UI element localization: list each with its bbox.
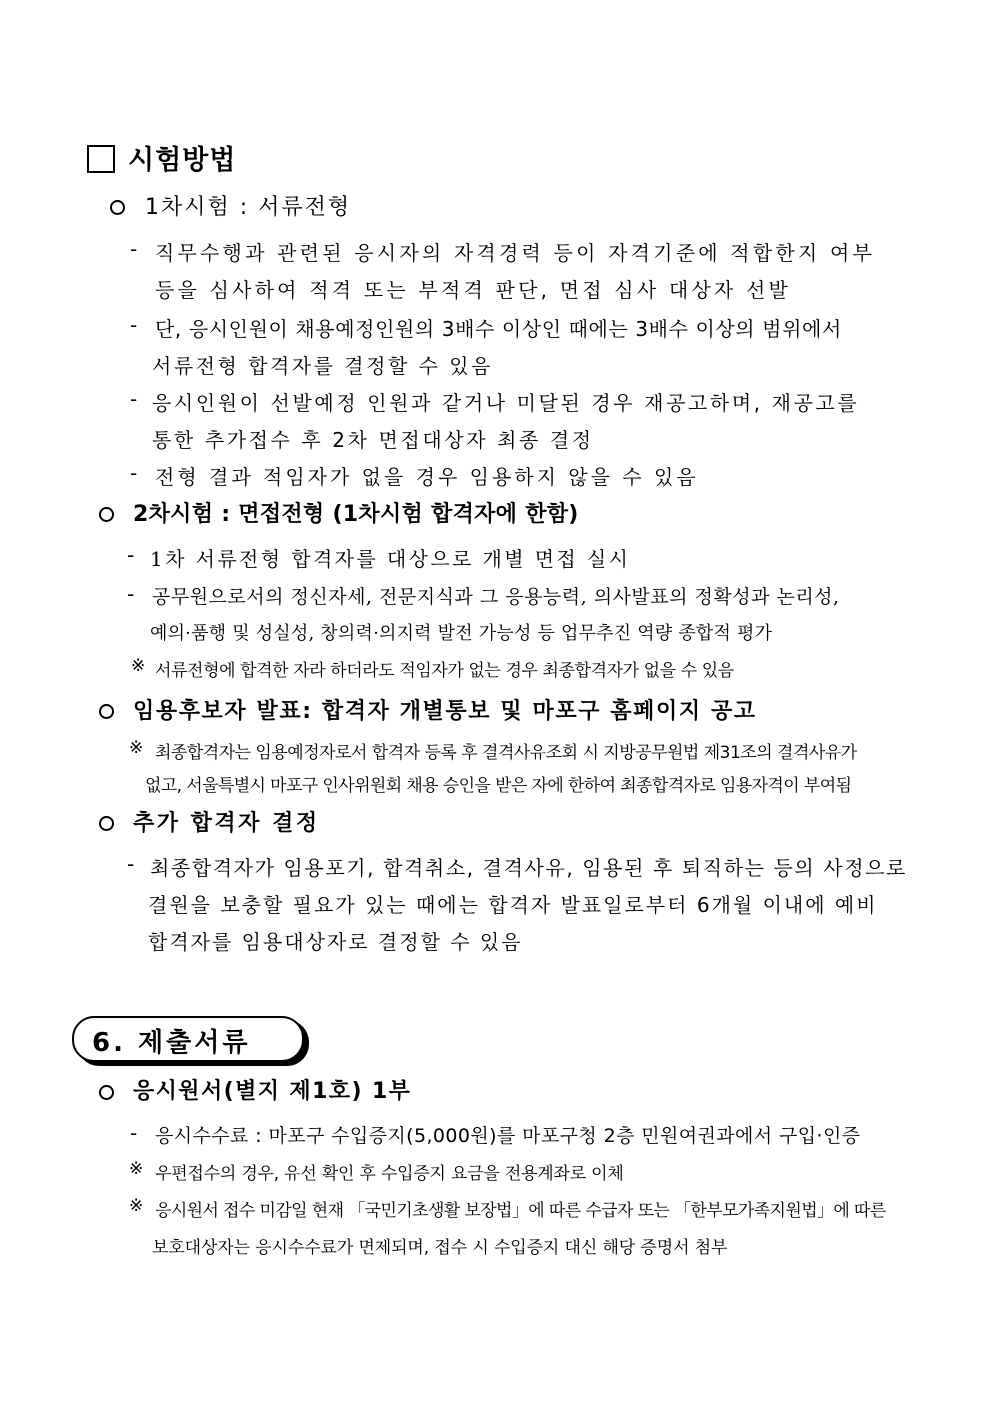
first-item-2-line-1: 단, 응시인원이 채용예정인원의 3배수 이상인 때에는 3배수 이상의 범위에서 — [155, 317, 842, 341]
second-exam-heading: 2차시험 : 면접전형 (1차시험 합격자에 한함) — [133, 502, 579, 527]
dash-mark: - — [130, 1121, 138, 1145]
first-item-2-line-2: 서류전형 합격자를 결정할 수 있음 — [152, 354, 493, 378]
bullet-circle-icon — [99, 507, 114, 522]
second-note: 서류전형에 합격한 자라 하더라도 적임자가 없는 경우 최종합격자가 없을 수 있음 — [155, 661, 734, 681]
bullet-circle-icon — [99, 816, 114, 831]
first-exam-heading: 1차시험 : 서류전형 — [145, 195, 352, 220]
section-6-title: 6. 제출서류 — [92, 1028, 251, 1058]
section-6-badge — [72, 1016, 304, 1062]
announce-heading: 임용후보자 발표: 합격자 개별통보 및 마포구 홈페이지 공고 — [133, 699, 757, 724]
additional-heading: 추가 합격자 결정 — [133, 811, 320, 836]
note-mark: ※ — [129, 738, 144, 758]
dash-mark: - — [127, 852, 135, 876]
dash-mark: - — [130, 237, 138, 261]
first-item-1-line-2: 등을 심사하여 적격 또는 부적격 판단, 면접 심사 대상자 선발 — [155, 278, 792, 302]
second-item-2-line-1: 공무원으로서의 정신자세, 전문지식과 그 응용능력, 의사발표의 정확성과 논리성, — [152, 586, 840, 608]
bullet-circle-icon — [99, 704, 114, 719]
first-item-1-line-1: 직무수행과 관련된 응시자의 자격경력 등이 자격기준에 적합한지 여부 — [155, 241, 875, 265]
note-mark: ※ — [129, 1159, 144, 1179]
dash-mark: - — [127, 543, 135, 567]
section-title-exam: 시험방법 — [128, 145, 237, 176]
docs-note-1: 우편접수의 경우, 유선 확인 후 수입증지 요금을 전용계좌로 이체 — [155, 1164, 624, 1184]
second-item-1: 1차 서류전형 합격자를 대상으로 개별 면접 실시 — [150, 547, 631, 571]
additional-item-line-1: 최종합격자가 임용포기, 합격취소, 결격사유, 임용된 후 퇴직하는 등의 사정으로 — [150, 856, 907, 880]
dash-mark: - — [130, 461, 138, 485]
announce-note-line-2: 없고, 서울특별시 마포구 인사위원회 채용 승인을 받은 자에 한하여 최종합격자로 임용자격이 부여됨 — [145, 776, 852, 796]
bullet-circle-icon — [99, 1085, 114, 1100]
additional-item-line-3: 합격자를 임용대상자로 결정할 수 있음 — [148, 930, 523, 954]
announce-note-line-1: 최종합격자는 임용예정자로서 합격자 등록 후 결격사유조회 시 지방공무원법 제31조의 결격사유가 — [155, 743, 857, 763]
dash-mark: - — [130, 387, 138, 411]
docs-item: 응시수수료 : 마포구 수입증지(5,000원)를 마포구청 2층 민원여권과에서 구입·인증 — [155, 1125, 861, 1147]
section-checkbox-icon — [87, 145, 115, 173]
first-item-4: 전형 결과 적임자가 없을 경우 임용하지 않을 수 있음 — [155, 465, 699, 489]
docs-heading: 응시원서(별지 제1호) 1부 — [133, 1079, 412, 1104]
additional-item-line-2: 결원을 보충할 필요가 있는 때에는 합격자 발표일로부터 6개월 이내에 예비 — [148, 893, 878, 917]
dash-mark: - — [130, 313, 138, 337]
dash-mark: - — [127, 582, 135, 606]
bullet-circle-icon — [110, 200, 125, 215]
first-item-3-line-1: 응시인원이 선발예정 인원과 같거나 미달된 경우 재공고하며, 재공고를 — [152, 391, 860, 415]
first-item-3-line-2: 통한 추가접수 후 2차 면접대상자 최종 결정 — [152, 428, 594, 452]
docs-note-2-line-2: 보호대상자는 응시수수료가 면제되며, 접수 시 수입증지 대신 해당 증명서 첨부 — [152, 1238, 728, 1258]
docs-note-2-line-1: 응시원서 접수 미감일 현재 「국민기초생활 보장법」에 따른 수급자 또는 「한부모가족지원법」에 따른 — [155, 1201, 886, 1221]
note-mark: ※ — [129, 1196, 144, 1216]
second-item-2-line-2: 예의·품행 및 성실성, 창의력·의지력 발전 가능성 등 업무추진 역량 종합적 평가 — [150, 623, 773, 644]
note-mark: ※ — [131, 656, 146, 676]
